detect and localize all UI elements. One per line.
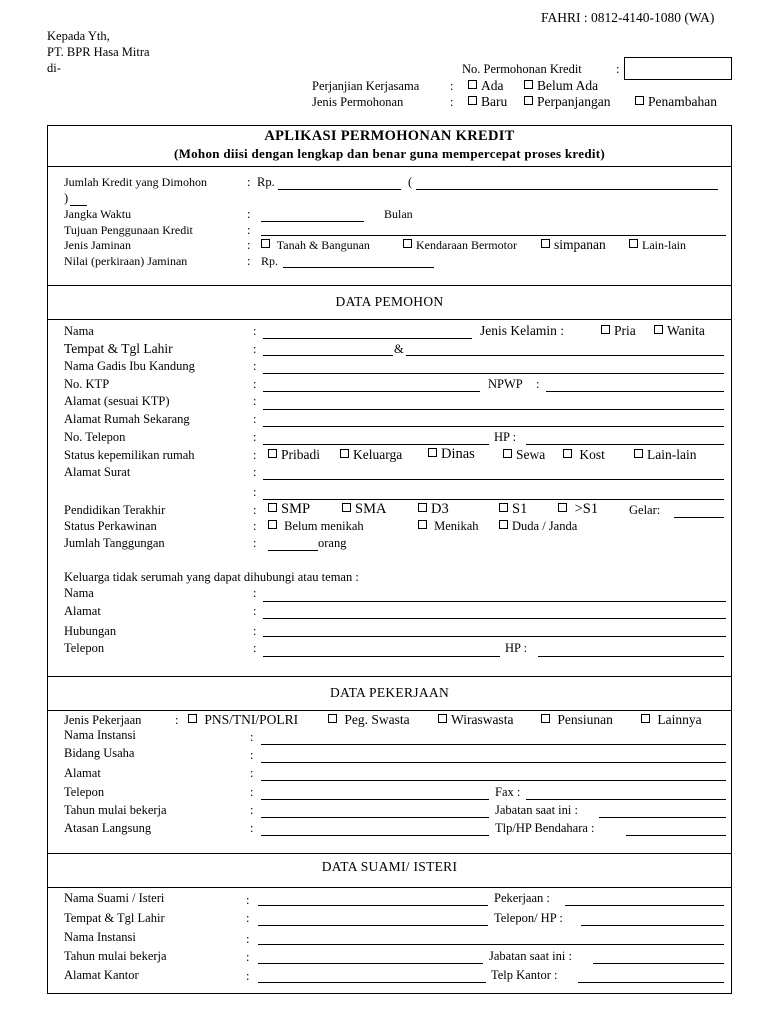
colon: : xyxy=(253,641,257,655)
suami-jabatan-input[interactable] xyxy=(593,963,724,964)
form-title: APLIKASI PERMOHONAN KREDIT xyxy=(264,128,515,144)
keluarga-hp-label: HP : xyxy=(505,641,528,655)
colon: : xyxy=(450,79,454,93)
rumah-dinas-option[interactable]: Dinas xyxy=(428,446,475,463)
suami-pekerjaan-input[interactable] xyxy=(565,905,724,906)
title-section xyxy=(47,125,732,167)
ttl-label: Tempat & Tgl Lahir xyxy=(64,341,173,356)
pekerjaan-swasta-option[interactable]: Peg. Swasta xyxy=(328,712,410,728)
alamat-ktp-input[interactable] xyxy=(263,409,724,410)
colon: : xyxy=(253,448,257,462)
colon: : xyxy=(616,62,620,76)
pemohon-section xyxy=(47,319,732,677)
alamat-surat-input[interactable] xyxy=(263,479,724,480)
colon: : xyxy=(246,893,250,907)
checkbox[interactable] xyxy=(418,520,427,529)
gelar-input[interactable] xyxy=(674,517,724,518)
suami-ttl-label: Tempat & Tgl Lahir xyxy=(64,911,165,925)
nama-input[interactable] xyxy=(263,338,472,339)
checkbox[interactable] xyxy=(629,239,638,248)
pendidikan-above-s1-option[interactable]: >S1 xyxy=(558,501,598,518)
instansi-label: Nama Instansi xyxy=(64,728,136,742)
ktp-label: No. KTP xyxy=(64,377,110,391)
suami-nama-label: Nama Suami / Isteri xyxy=(64,891,165,905)
jenis-perpanjangan-option[interactable]: Perpanjangan xyxy=(524,94,610,110)
colon: : xyxy=(536,377,540,391)
bidang-usaha-label: Bidang Usaha xyxy=(64,746,135,760)
keluarga-telepon-label: Telepon xyxy=(64,641,105,655)
rumah-lain-option[interactable]: Lain-lain xyxy=(634,447,696,463)
colon: : xyxy=(247,238,251,252)
jabatan-label: Jabatan saat ini : xyxy=(495,803,578,817)
suami-telepon-input[interactable] xyxy=(581,925,724,926)
jenis-kelamin-label: Jenis Kelamin : xyxy=(480,323,564,338)
jumlah-kredit-label: Jumlah Kredit yang Dimohon xyxy=(64,175,207,189)
checkbox[interactable] xyxy=(635,96,644,105)
suami-section xyxy=(47,887,732,994)
keluarga-alamat-label: Alamat xyxy=(64,604,101,618)
perjanjian-belum-option[interactable]: Belum Ada xyxy=(524,78,598,94)
suami-telp-kantor-label: Telp Kantor : xyxy=(491,968,558,982)
colon: : xyxy=(253,377,257,391)
telepon-input[interactable] xyxy=(263,444,489,445)
keluarga-nama-label: Nama xyxy=(64,586,94,600)
suami-pekerjaan-label: Pekerjaan : xyxy=(494,891,550,905)
jenis-baru-option[interactable]: Baru xyxy=(468,94,507,110)
colon: : xyxy=(250,785,254,799)
colon: : xyxy=(253,485,257,499)
keluarga-alamat-input-2[interactable] xyxy=(263,636,726,637)
rumah-sewa-option[interactable]: Sewa xyxy=(503,447,545,463)
checkbox[interactable] xyxy=(468,80,477,89)
checkbox[interactable] xyxy=(328,714,337,723)
alamat-surat-input-2[interactable] xyxy=(263,499,724,500)
perkawinan-duda-option[interactable]: Duda / Janda xyxy=(499,519,577,534)
jangka-waktu-input[interactable] xyxy=(261,221,364,222)
suami-tahun-input[interactable] xyxy=(258,963,483,964)
colon: : xyxy=(253,503,257,517)
pemohon-header xyxy=(47,285,732,320)
checkbox[interactable] xyxy=(541,239,550,248)
colon: : xyxy=(250,803,254,817)
colon: : xyxy=(246,911,250,925)
checkbox[interactable] xyxy=(438,714,447,723)
ibu-kandung-input[interactable] xyxy=(263,373,724,374)
pendidikan-d3-option[interactable]: D3 xyxy=(418,501,449,518)
checkbox[interactable] xyxy=(503,449,512,458)
jenis-penambahan-option[interactable]: Penambahan xyxy=(635,94,717,110)
colon: : xyxy=(253,430,257,444)
terbilang-line-2[interactable] xyxy=(70,205,87,206)
gelar-label: Gelar: xyxy=(629,503,661,517)
colon: : xyxy=(250,730,254,744)
suami-alamat-kantor-input[interactable] xyxy=(258,982,486,983)
pemohon-title: DATA PEMOHON xyxy=(335,294,444,309)
bidang-usaha-input[interactable] xyxy=(261,762,726,763)
pekerjaan-title: DATA PEKERJAAN xyxy=(329,685,449,700)
gender-pria-option[interactable]: Pria xyxy=(601,323,636,339)
pekerjaan-header xyxy=(47,676,732,711)
recipient-line-1: Kepada Yth, xyxy=(47,29,110,43)
paren-open: ( xyxy=(408,175,413,189)
checkbox[interactable] xyxy=(188,714,197,723)
nilai-jaminan-label: Nilai (perkiraan) Jaminan xyxy=(64,254,188,268)
suami-nama-input[interactable] xyxy=(258,905,488,906)
alamat-kerja-input[interactable] xyxy=(261,780,726,781)
alamat-kerja-label: Alamat xyxy=(64,766,101,780)
jumlah-kredit-input[interactable] xyxy=(278,189,401,190)
alamat-surat-label: Alamat Surat xyxy=(64,465,131,479)
telepon-kerja-input[interactable] xyxy=(261,799,489,800)
ampersand: & xyxy=(394,342,404,356)
perkawinan-label: Status Perkawinan xyxy=(64,519,157,533)
checkbox[interactable] xyxy=(558,503,567,512)
perjanjian-label: Perjanjian Kerjasama xyxy=(312,79,420,93)
jaminan-simpanan-option[interactable]: simpanan xyxy=(541,237,606,253)
jaminan-lain-option[interactable]: Lain-lain xyxy=(629,238,686,253)
pendidikan-s1-option[interactable]: S1 xyxy=(499,501,527,518)
npwp-input[interactable] xyxy=(546,391,724,392)
colon: : xyxy=(253,604,257,618)
pekerjaan-pns-option[interactable]: PNS/TNI/POLRI xyxy=(188,712,298,728)
pekerjaan-pensiunan-option[interactable]: Pensiunan xyxy=(541,712,613,728)
tempat-lahir-input[interactable] xyxy=(263,355,393,356)
colon: : xyxy=(247,223,251,237)
colon: : xyxy=(247,175,251,189)
paren-close: ) xyxy=(64,191,69,205)
gender-wanita-option[interactable]: Wanita xyxy=(654,323,705,339)
tahun-bekerja-input[interactable] xyxy=(261,817,489,818)
perkawinan-menikah-option[interactable]: Menikah xyxy=(418,519,479,534)
colon: : xyxy=(253,624,257,638)
checkbox[interactable] xyxy=(654,325,663,334)
colon: : xyxy=(246,969,250,983)
alamat-rumah-input[interactable] xyxy=(263,426,724,427)
colon: : xyxy=(247,207,251,221)
hp-input[interactable] xyxy=(526,444,724,445)
checkbox[interactable] xyxy=(428,448,437,457)
colon: : xyxy=(450,95,454,109)
keluarga-nama-input[interactable] xyxy=(263,601,726,602)
colon: : xyxy=(253,465,257,479)
checkbox[interactable] xyxy=(340,449,349,458)
tanggungan-label: Jumlah Tanggungan xyxy=(64,536,165,550)
checkbox[interactable] xyxy=(403,239,412,248)
colon: : xyxy=(246,950,250,964)
tujuan-input[interactable] xyxy=(261,235,726,236)
form-subtitle: (Mohon diisi dengan lengkap dan benar guna mempercepat proses kredit) xyxy=(173,146,606,161)
recipient-line-2: PT. BPR Hasa Mitra xyxy=(47,45,150,59)
suami-instansi-input[interactable] xyxy=(258,944,724,945)
terbilang-input[interactable] xyxy=(416,189,718,190)
colon: : xyxy=(250,748,254,762)
checkbox[interactable] xyxy=(601,325,610,334)
alamat-rumah-label: Alamat Rumah Sekarang xyxy=(64,412,190,426)
fax-input[interactable] xyxy=(526,799,726,800)
bulan-label: Bulan xyxy=(384,207,413,221)
telepon-label: No. Telepon xyxy=(64,430,126,444)
contact-info: FAHRI : 0812-4140-1080 (WA) xyxy=(541,10,715,25)
pendidikan-sma-option[interactable]: SMA xyxy=(342,501,386,518)
suami-header xyxy=(47,853,732,888)
checkbox[interactable] xyxy=(524,96,533,105)
pendidikan-label: Pendidikan Terakhir xyxy=(64,503,166,517)
checkbox[interactable] xyxy=(418,503,427,512)
ktp-input[interactable] xyxy=(263,391,480,392)
colon: : xyxy=(250,766,254,780)
suami-jabatan-label: Jabatan saat ini : xyxy=(489,949,572,963)
checkbox[interactable] xyxy=(268,520,277,529)
pendidikan-smp-option[interactable]: SMP xyxy=(268,501,310,518)
rumah-keluarga-option[interactable]: Keluarga xyxy=(340,447,402,463)
checkbox[interactable] xyxy=(499,503,508,512)
checkbox[interactable] xyxy=(563,449,572,458)
checkbox[interactable] xyxy=(268,449,277,458)
keluarga-telepon-input[interactable] xyxy=(263,656,500,657)
atasan-input[interactable] xyxy=(261,835,489,836)
colon: : xyxy=(253,519,257,533)
colon: : xyxy=(253,586,257,600)
checkbox[interactable] xyxy=(499,520,508,529)
npwp-label: NPWP xyxy=(488,377,523,391)
colon: : xyxy=(253,324,257,338)
tanggungan-input[interactable] xyxy=(268,550,318,551)
tlp-bendahara-input[interactable] xyxy=(626,835,726,836)
tlp-bendahara-label: Tlp/HP Bendahara : xyxy=(495,821,595,835)
jaminan-tanah-option[interactable]: Tanah & Bangunan xyxy=(261,238,370,253)
jenis-jaminan-label: Jenis Jaminan xyxy=(64,238,131,252)
atasan-label: Atasan Langsung xyxy=(64,821,152,835)
colon: : xyxy=(253,359,257,373)
suami-tahun-label: Tahun mulai bekerja xyxy=(64,949,167,963)
perjanjian-ada-option[interactable]: Ada xyxy=(468,78,504,94)
checkbox[interactable] xyxy=(468,96,477,105)
suami-alamat-kantor-label: Alamat Kantor xyxy=(64,968,139,982)
telepon-kerja-label: Telepon xyxy=(64,785,105,799)
checkbox[interactable] xyxy=(342,503,351,512)
nilai-jaminan-input[interactable] xyxy=(283,267,434,268)
no-permohonan-input[interactable] xyxy=(624,57,732,80)
status-rumah-label: Status kepemilikan rumah xyxy=(64,448,195,462)
jaminan-kendaraan-option[interactable]: Kendaraan Bermotor xyxy=(403,238,517,253)
colon: : xyxy=(253,342,257,356)
rumah-kost-option[interactable]: Kost xyxy=(563,447,605,463)
suami-instansi-label: Nama Instansi xyxy=(64,930,136,944)
keluarga-header: Keluarga tidak serumah yang dapat dihubungi atau teman : xyxy=(64,570,359,584)
tujuan-label: Tujuan Penggunaan Kredit xyxy=(64,223,193,237)
tahun-bekerja-label: Tahun mulai bekerja xyxy=(64,803,167,817)
jabatan-input[interactable] xyxy=(599,817,726,818)
rumah-pribadi-option[interactable]: Pribadi xyxy=(268,447,320,463)
perkawinan-belum-option[interactable]: Belum menikah xyxy=(268,519,364,534)
hp-label: HP : xyxy=(494,430,517,444)
checkbox[interactable] xyxy=(641,714,650,723)
jenis-permohonan-label: Jenis Permohonan xyxy=(312,95,404,109)
tgl-lahir-input[interactable] xyxy=(406,355,724,356)
colon: : xyxy=(247,254,251,268)
suami-telepon-label: Telepon/ HP : xyxy=(494,911,563,925)
colon: : xyxy=(250,821,254,835)
checkbox[interactable] xyxy=(541,714,550,723)
colon: : xyxy=(246,932,250,946)
instansi-input[interactable] xyxy=(261,744,726,745)
checkbox[interactable] xyxy=(268,503,277,512)
suami-title: DATA SUAMI/ ISTERI xyxy=(321,859,458,874)
keluarga-alamat-input[interactable] xyxy=(263,618,726,619)
checkbox[interactable] xyxy=(261,239,270,248)
colon: : xyxy=(253,394,257,408)
rp-prefix: Rp. xyxy=(257,175,275,189)
keluarga-hp-input[interactable] xyxy=(538,656,724,657)
no-permohonan-label: No. Permohonan Kredit xyxy=(462,62,582,76)
nama-label: Nama xyxy=(64,324,94,338)
pekerjaan-section xyxy=(47,710,732,854)
checkbox[interactable] xyxy=(634,449,643,458)
checkbox[interactable] xyxy=(524,80,533,89)
orang-label: orang xyxy=(318,536,347,550)
colon: : xyxy=(253,412,257,426)
alamat-ktp-label: Alamat (sesuai KTP) xyxy=(64,394,170,408)
colon: : xyxy=(253,536,257,550)
kredit-section xyxy=(47,166,732,286)
ibu-kandung-label: Nama Gadis Ibu Kandung xyxy=(64,359,195,373)
recipient-line-3: di- xyxy=(47,61,61,75)
suami-ttl-input[interactable] xyxy=(258,925,488,926)
nilai-rp-prefix: Rp. xyxy=(261,254,279,268)
suami-telp-kantor-input[interactable] xyxy=(578,982,724,983)
keluarga-hubungan-label: Hubungan xyxy=(64,624,117,638)
pekerjaan-lainnya-option[interactable]: Lainnya xyxy=(641,712,702,728)
fax-label: Fax : xyxy=(495,785,521,799)
colon: : xyxy=(175,713,179,727)
pekerjaan-wiraswasta-option[interactable]: Wiraswasta xyxy=(438,712,513,728)
jenis-pekerjaan-label: Jenis Pekerjaan xyxy=(64,713,142,727)
jangka-waktu-label: Jangka Waktu xyxy=(64,207,132,221)
